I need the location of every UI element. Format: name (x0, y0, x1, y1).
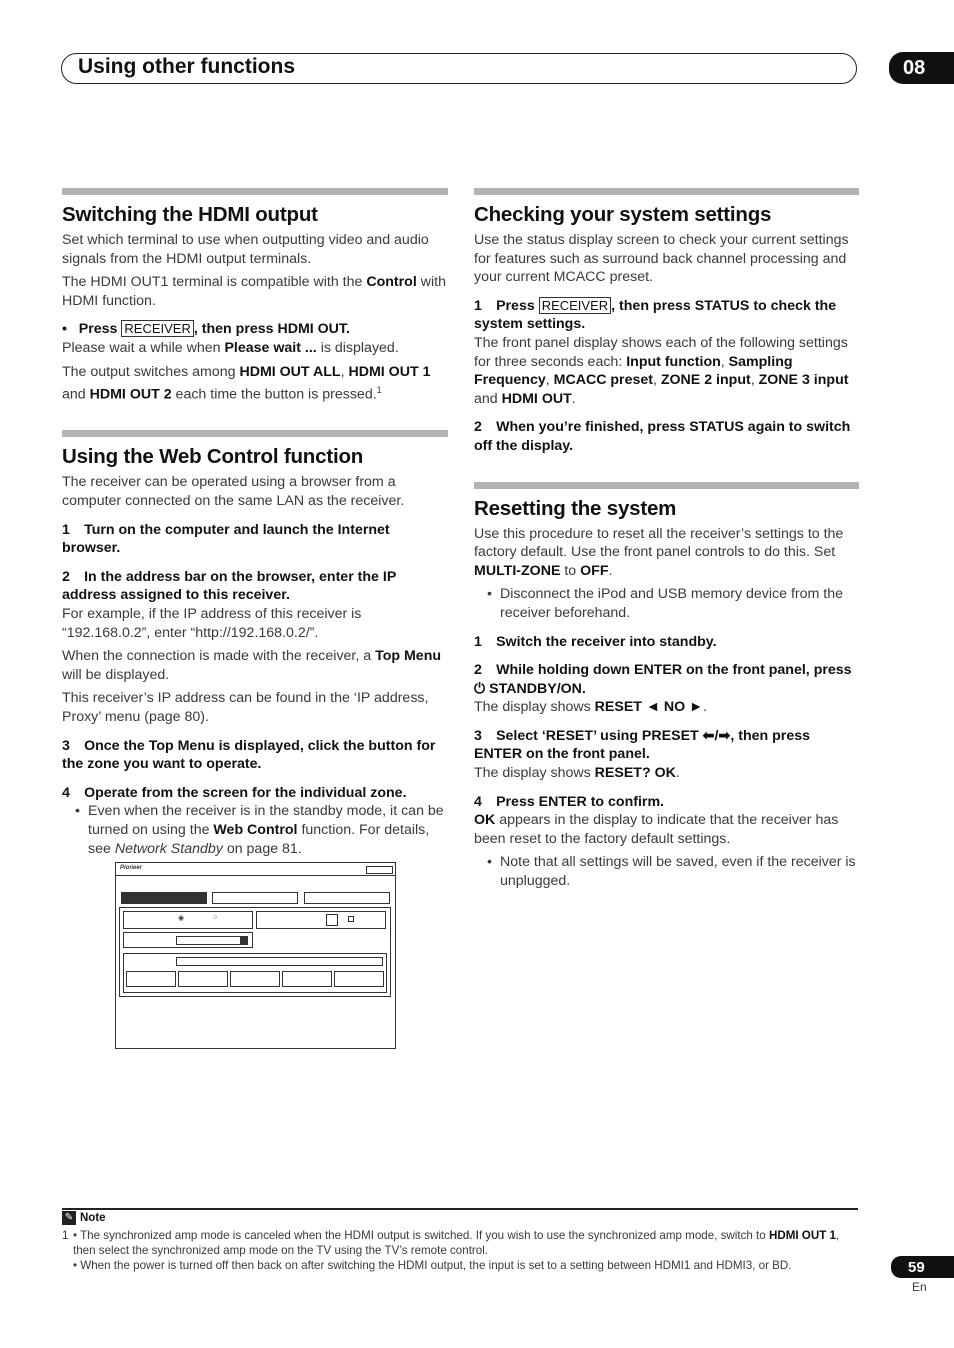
web-step-1: 1 Turn on the computer and launch the Internet browser. (62, 521, 390, 557)
web-step-4: 4 Operate from the screen for the individual zone. (62, 784, 407, 801)
reset-step-1: 1 Switch the receiver into standby. (474, 633, 717, 650)
reset-bullet-2: • Note that all settings will be saved, even if the receiver is unplugged. (474, 853, 859, 890)
language-label: En (912, 1280, 927, 1294)
note-icon: ✎ (62, 1211, 76, 1225)
web-control-figure: Pioneer ◉ ○ (115, 862, 396, 1049)
section-title-web: Using the Web Control function (62, 445, 364, 469)
page-number: 59 (891, 1256, 954, 1278)
page-header-title: Using other functions (78, 55, 295, 78)
note-body: 1 • The synchronized amp mode is canceled when the HDMI output is switched. If you wish to use the synchronized amp mode, switch to HDMI OUT 1, then select the synchronized amp mode on the TV using the TV’s remote control. • When the power is turned off then back on after switching the HDMI output, the input is set to a setting between HDMI1 and HDMI3, or BD. (62, 1229, 840, 1272)
reset-step-4: 4 Press ENTER to confirm. (474, 793, 665, 810)
hdmi-intro: Set which terminal to use when outputting video and audio signals from the HDMI output terminals. (62, 232, 429, 267)
hdmi-compat: The HDMI OUT1 terminal is compatible with the Control with HDMI function. (62, 274, 446, 309)
receiver-key: RECEIVER (121, 320, 193, 337)
reset-display-2: The display shows RESET? OK. (474, 765, 680, 782)
section-title-hdmi: Switching the HDMI output (62, 203, 318, 226)
reset-bullet-1: • Disconnect the iPod and USB memory device from the receiver beforehand. (474, 585, 859, 622)
hdmi-wait: Please wait a while when Please wait ... is displayed. (62, 339, 399, 356)
web-ip: This receiver’s IP address can be found in the ‘IP address, Proxy’ menu (page 80). (62, 690, 429, 726)
note-heading: ✎ Note (62, 1211, 106, 1225)
web-step-2: 2 In the address bar on the browser, enter the IP address assigned to this receiver. (62, 568, 397, 604)
status-intro: Use the status display screen to check your current settings for features such as surround back channel processing and your current MCACC preset. (474, 232, 849, 286)
web-intro: The receiver can be operated using a browser from a computer connected on the same LAN as the receiver. (62, 474, 405, 510)
section-rule (62, 430, 448, 437)
left-column (62, 188, 448, 858)
status-step-2: 2 When you’re finished, press STATUS again to switch off the display. (474, 419, 851, 454)
section-rule (474, 482, 859, 489)
section-rule (62, 188, 448, 195)
chapter-badge: 08 (889, 52, 954, 84)
reset-intro: Use this procedure to reset all the receiver’s settings to the factory default. Use the front panel controls to do this. Set MULTI-ZONE to OFF. (474, 525, 844, 579)
web-example: For example, if the IP address of this receiver is “192.168.0.2”, enter “http://192.168.0.2/”. (62, 606, 362, 641)
hdmi-step: • Press RECEIVER , then press HDMI OUT. (62, 321, 350, 338)
reset-ok: OK appears in the display to indicate that the receiver has been reset to the factory default settings. (474, 812, 839, 847)
section-title-reset: Resetting the system (474, 496, 677, 520)
status-step-1: 1 Press RECEIVER , then press STATUS to check the system settings. (474, 297, 837, 333)
status-details: The front panel display shows each of the following settings for three seconds each: Input function, Sampling Frequency, MCACC preset, ZONE 2 input, ZONE 3 input and HDMI OUT. (474, 334, 849, 407)
web-bullet: • Even when the receiver is in the standby mode, it can be turned on using the Web Control function. For details, see Network Standby on page 81. (62, 802, 448, 858)
web-step-3: 3 Once the Top Menu is displayed, click the button for the zone you want to operate. (62, 737, 436, 773)
standby-icon: ⏻ (474, 680, 486, 697)
section-title-status: Checking your system settings (474, 203, 772, 226)
receiver-key: RECEIVER (539, 297, 611, 314)
reset-step-2: 2 While holding down ENTER on the front panel, press ⏻ STANDBY/ON. (474, 662, 852, 697)
note-rule (62, 1208, 858, 1210)
hdmi-switch: The output switches among HDMI OUT ALL, HDMI OUT 1 and HDMI OUT 2 each time the button is pressed.$^1$ (62, 363, 431, 403)
web-topmenu: When the connection is made with the receiver, a Top Menu will be displayed. (62, 648, 442, 683)
section-rule (474, 188, 859, 195)
reset-step-3: 3 Select ‘RESET’ using PRESET ⬅/➡, then press ENTER on the front panel. (474, 727, 810, 763)
right-column (474, 188, 859, 891)
reset-display-1: The display shows RESET ◄ NO ►. (474, 699, 708, 716)
pioneer-logo: Pioneer (120, 865, 143, 871)
